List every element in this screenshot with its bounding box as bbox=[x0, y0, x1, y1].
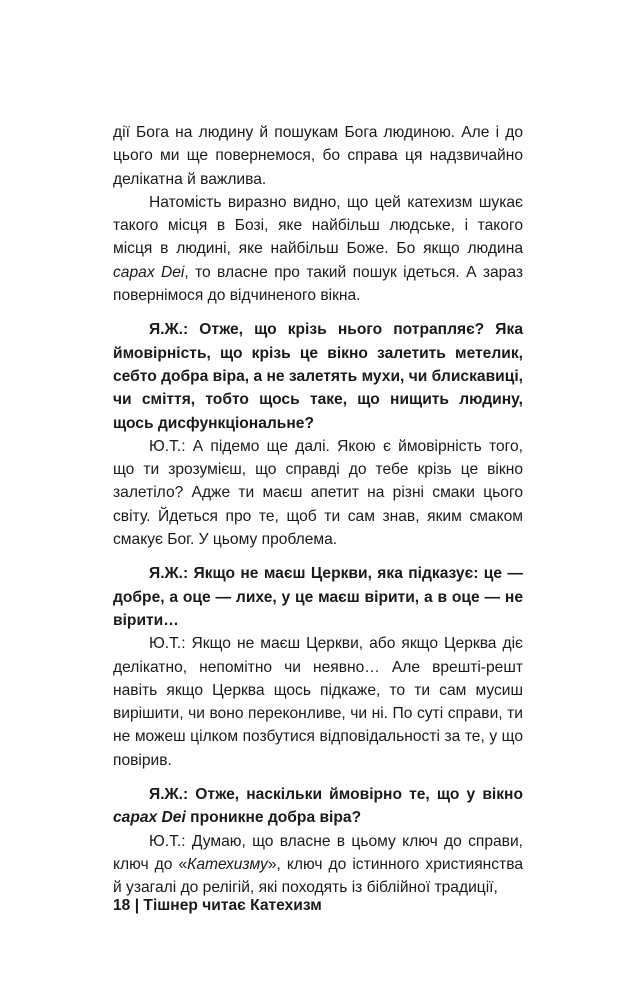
answer-3 bbox=[113, 830, 523, 900]
question-text: проникне добра віра? bbox=[185, 809, 362, 827]
question-2: Я.Ж.: Якщо не маєш Церкви, яка підказує: це — добре, а оце — лихе, у це маєш вірити, а в оце — не вірити… bbox=[113, 565, 523, 629]
answer-text: Ю.Т.: Думаю, що власне в цьому ключ до справи, ключ до « bbox=[113, 832, 523, 873]
answer-2: Ю.Т.: Якщо не маєш Церкви, або якщо Церква діє делікатно, непомітно чи неявно… Але врешті-решт навіть якщо Церква щось підкаже, то ти сам мусиш вирішити, чи воно переконливе, чи ні. По суті справи, ти не можеш цілком позбутися відповідальності за те, у що повірив. bbox=[113, 635, 523, 769]
page-body bbox=[113, 121, 523, 900]
page-footer bbox=[113, 897, 322, 915]
page-number: 18 bbox=[113, 897, 131, 914]
book-title-italic: Катехизму bbox=[187, 855, 268, 873]
paragraph-catechism bbox=[113, 191, 523, 307]
paragraph-text: Натомість виразно видно, що цей катехизм шукає такого місця в Бозі, яке найбільш людське, і такого місця в людині, яке найбільш Боже. Бо якщо людина bbox=[113, 193, 523, 258]
question-3 bbox=[113, 783, 523, 830]
question-1: Я.Ж.: Отже, що крізь нього потрапляє? Яка ймовірність, що крізь це вікно залетить метелик, себто добра віра, а не залетять мухи, чи блискавиці, чи сміття, тобто щось таке, що нищить людину, щось дисфункціональне? bbox=[113, 321, 523, 432]
latin-term: capax Dei bbox=[113, 263, 185, 281]
paragraph-continuation: дії Бога на людину й пошукам Бога людиною. Але і до цього ми ще повернемося, бо справа ця надзвичайно делікатна й важлива. bbox=[113, 124, 523, 188]
footer-separator: | bbox=[134, 897, 140, 914]
latin-term: capax Dei bbox=[113, 809, 186, 827]
answer-text: », ключ до істинного християнства й узагалі до релігій, які походять із біблійної традиції, bbox=[113, 855, 524, 897]
paragraph-text: , то власне про такий пошук ідеться. А зараз повернімося до відчиненого вікна. bbox=[113, 263, 523, 305]
answer-1: Ю.Т.: А підемо ще далі. Якою є ймовірність того, що ти зрозумієш, що справді до тебе крізь це вікно залетіло? Адже ти маєш апетит на різні смаки цього світу. Йдеться про те, щоб ти сам знав, яким смаком смакує Бог. У цьому проблема. bbox=[113, 437, 523, 549]
question-text: Я.Ж.: Отже, наскільки ймовірно те, що у вікно bbox=[149, 786, 523, 804]
running-title: Тішнер читає Катехизм bbox=[143, 897, 322, 914]
